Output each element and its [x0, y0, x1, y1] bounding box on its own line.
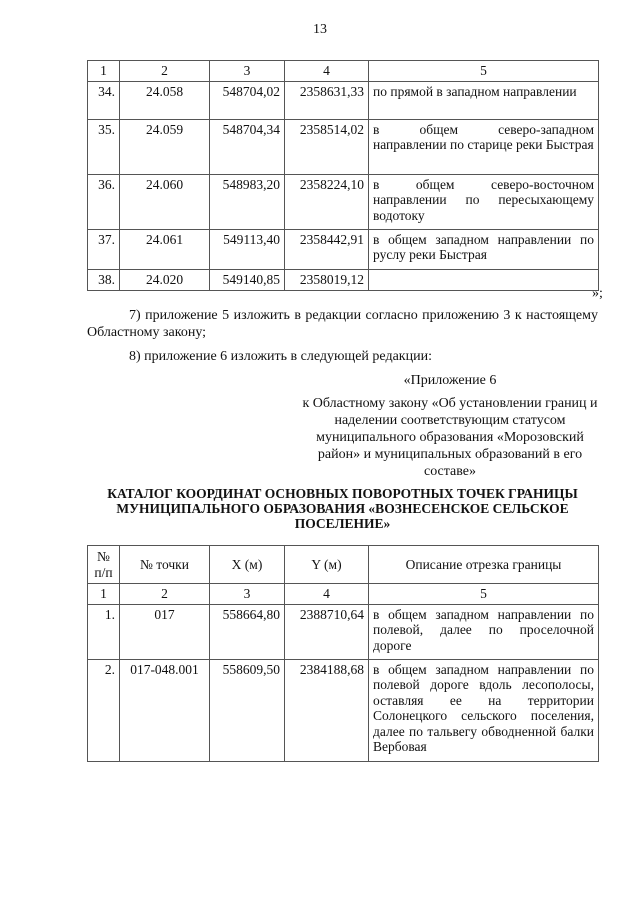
row-number: 38. — [88, 269, 120, 290]
x-coordinate: 548704,02 — [210, 81, 285, 119]
coordinates-catalog-table — [87, 545, 599, 762]
row-number: 36. — [88, 174, 120, 229]
row-number: 37. — [88, 229, 120, 269]
table-closing-quote: »; — [592, 286, 603, 301]
point-id: 24.020 — [120, 269, 210, 290]
paragraph-8: 8) приложение 6 изложить в следующей редакции: — [129, 349, 432, 364]
segment-description: в общем западном направлении по руслу реки Быстрая — [369, 229, 599, 269]
header-cell: 5 — [369, 61, 599, 82]
point-id: 24.061 — [120, 229, 210, 269]
page-number: 13 — [313, 22, 327, 37]
column-title: № п/п — [88, 546, 120, 584]
header-cell: 3 — [210, 61, 285, 82]
segment-description: в общем западном направлении по полевой, далее по проселочной дороге — [369, 604, 599, 659]
x-coordinate: 548983,20 — [210, 174, 285, 229]
table-row — [88, 604, 599, 659]
column-title: X (м) — [210, 546, 285, 584]
y-coordinate: 2358631,33 — [285, 81, 369, 119]
table-header-row — [88, 61, 599, 82]
point-id: 017 — [120, 604, 210, 659]
paragraph-7: 7) приложение 5 изложить в редакции согласно приложению 3 к настоящему Областному закону; — [87, 308, 598, 340]
header-cell: 3 — [210, 584, 285, 605]
table-row — [88, 174, 599, 229]
x-coordinate: 558609,50 — [210, 659, 285, 761]
row-number: 34. — [88, 81, 120, 119]
y-coordinate: 2384188,68 — [285, 659, 369, 761]
header-cell: 1 — [88, 584, 120, 605]
appendix-heading: «Приложение 6 — [403, 373, 497, 388]
x-coordinate: 558664,80 — [210, 604, 285, 659]
column-title: Y (м) — [285, 546, 369, 584]
column-title: Описание отрезка границы — [369, 546, 599, 584]
column-title: № точки — [120, 546, 210, 584]
y-coordinate: 2388710,64 — [285, 604, 369, 659]
coordinates-table-continued — [87, 60, 599, 291]
y-coordinate: 2358442,91 — [285, 229, 369, 269]
segment-description: по прямой в западном направлении — [369, 81, 599, 119]
point-id: 24.059 — [120, 119, 210, 174]
y-coordinate: 2358224,10 — [285, 174, 369, 229]
y-coordinate: 2358514,02 — [285, 119, 369, 174]
point-id: 24.058 — [120, 81, 210, 119]
table-row — [88, 229, 599, 269]
table-row — [88, 659, 599, 761]
segment-description — [369, 269, 599, 290]
point-id: 24.060 — [120, 174, 210, 229]
table-row — [88, 119, 599, 174]
catalog-title: КАТАЛОГ КООРДИНАТ ОСНОВНЫХ ПОВОРОТНЫХ ТОЧЕК ГРАНИЦЫ МУНИЦИПАЛЬНОГО ОБРАЗОВАНИЯ «ВОЗНЕСЕНСКОЕ СЕЛЬСКОЕ ПОСЕЛЕНИЕ» — [107, 486, 578, 531]
row-number: 35. — [88, 119, 120, 174]
segment-description: в общем северо-западном направлении по старице реки Быстрая — [369, 119, 599, 174]
header-cell: 5 — [369, 584, 599, 605]
table-row — [88, 81, 599, 119]
x-coordinate: 549113,40 — [210, 229, 285, 269]
point-id: 017-048.001 — [120, 659, 210, 761]
header-cell: 4 — [285, 584, 369, 605]
x-coordinate: 549140,85 — [210, 269, 285, 290]
table-header-row — [88, 584, 599, 605]
appendix-reference: к Областному закону «Об установлении границ и наделении соответствующим статусом муниципального образования «Морозовский район» и муниципальных образований в его составе» — [302, 396, 598, 479]
column-titles-row — [88, 546, 599, 584]
x-coordinate: 548704,34 — [210, 119, 285, 174]
segment-description: в общем северо-восточном направлении по пересыхающему водотоку — [369, 174, 599, 229]
row-number: 1. — [88, 604, 120, 659]
table-row — [88, 269, 599, 290]
row-number: 2. — [88, 659, 120, 761]
segment-description: в общем западном направлении по полевой дороге вдоль лесополосы, оставляя ее на территории Солонецкого сельского поселения, далее по тальвегу обводненной балки Вербовая — [369, 659, 599, 761]
y-coordinate: 2358019,12 — [285, 269, 369, 290]
header-cell: 2 — [120, 584, 210, 605]
header-cell: 4 — [285, 61, 369, 82]
header-cell: 1 — [88, 61, 120, 82]
header-cell: 2 — [120, 61, 210, 82]
